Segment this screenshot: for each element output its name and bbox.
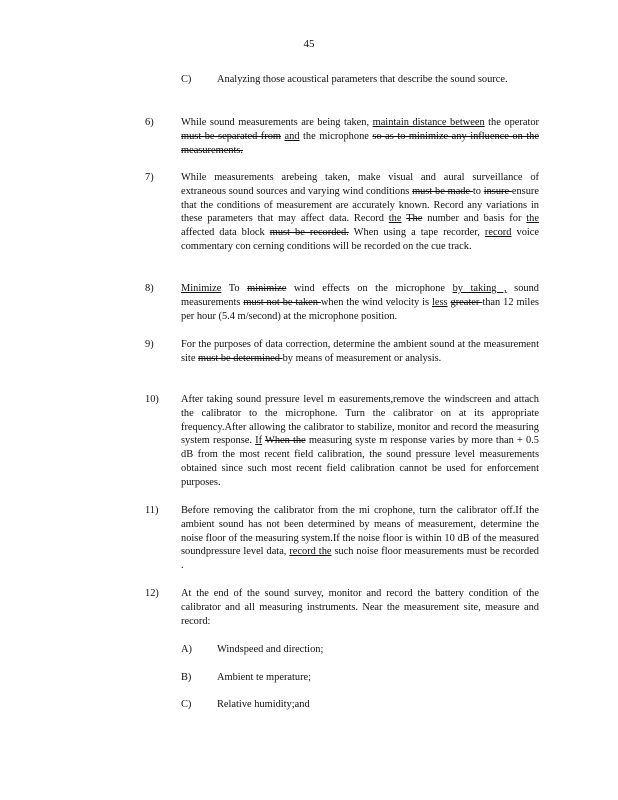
item-number: 10) (145, 394, 159, 405)
item-number: 7) (145, 172, 154, 183)
intro-item-text: Analyzing those acoustical parameters that describe the sound source. (217, 74, 508, 85)
inserted-text: record (484, 227, 512, 239)
text-run: ensure that the conditions of measurement are accurately known. Record any variations in these parameters that may affect data. Record (181, 185, 539, 225)
item-text (181, 116, 539, 157)
struck-text: must be separated from (181, 130, 281, 142)
text-run: While measurements arebeing taken, make visual and aural surveillance of extraneous sound sources and varying wind conditions (181, 172, 539, 197)
text-run: At the end of the sound survey, monitor and record the battery condition of the calibrator and all measuring instruments. Near the measurement site, measure and record: (181, 588, 539, 627)
text-run: affected data block (181, 227, 270, 239)
item-text (181, 587, 539, 628)
sub-item-label: C) (181, 699, 192, 710)
text-run: Before removing the calibrator from the mi crophone, turn the calibrator off.If the ambient sound has not been determined by means of measurement, determine the noise floor of the measuring system.If the noise floor is within 10 dB of the measured soundpressure level data, (181, 505, 539, 558)
sub-item-text: Relative humidity;and (217, 699, 310, 710)
item-text (181, 282, 539, 323)
sub-item-text: Windspeed and direction; (217, 644, 324, 655)
struck-text: When the (265, 435, 306, 447)
item-text (181, 171, 539, 254)
text-run: voice commentary con cerning conditions will be recorded on the cue track. (181, 227, 540, 252)
struck-text: insure (483, 185, 512, 197)
text-run: the operator (484, 117, 539, 128)
struck-text: must be made (412, 185, 473, 197)
struck-text: greater (450, 296, 483, 308)
inserted-text: Minimize (181, 283, 222, 294)
item-number: 6) (145, 117, 154, 128)
intro-item-label: C) (181, 74, 192, 85)
item-text (181, 504, 539, 573)
struck-text: must be recorded. (269, 227, 349, 239)
text-run: wind effects on the microphone (286, 283, 453, 294)
text-run: than 12 miles per hour (5.4 m/second) at the microphone position. (181, 296, 539, 322)
inserted-text: the (388, 213, 402, 225)
text-run: To (221, 283, 248, 294)
text-run: when the wind velocity is (320, 296, 432, 308)
struck-text: minimize (247, 283, 287, 294)
struck-text: must be determined (198, 352, 283, 364)
text-run: the microphone (299, 130, 373, 142)
item-text (181, 393, 539, 490)
text-run: When using a tape recorder, (348, 227, 485, 239)
item-number: 11) (145, 505, 159, 516)
item-number: 9) (145, 339, 154, 350)
sub-item-label: B) (181, 672, 192, 683)
sub-item-text: Ambient te mperature; (217, 672, 312, 683)
inserted-text: by taking , (452, 283, 507, 294)
text-run: to (472, 185, 484, 197)
inserted-text: record the (289, 546, 332, 558)
inserted-text: less (432, 296, 448, 308)
text-run: While sound measurements are being taken, (181, 117, 373, 128)
inserted-text: maintain distance between (372, 117, 485, 128)
text-run: number and basis for (422, 213, 527, 225)
inserted-text: and (284, 130, 300, 142)
inserted-text: If (255, 435, 263, 447)
struck-text: must not be taken (243, 296, 321, 308)
text-run: For the purposes of data correction, determine the ambient sound at the measurement site (181, 339, 539, 364)
page-number: 45 (303, 38, 315, 50)
item-number: 8) (145, 283, 154, 294)
text-run: After taking sound pressure level m easurements,remove the windscreen and attach the calibrator to the microphone. Turn the calibrator on at its appropriate frequency.After allowing the calibrator to stabilize, monitor and record the measuring system response. (181, 394, 539, 447)
struck-text: The (406, 213, 423, 225)
inserted-text: the (526, 213, 539, 225)
text-run: such noise floor measurements must be recorded . (181, 546, 540, 572)
text-run: sound measurements (181, 283, 539, 308)
struck-text: so as to minimize any influence on the measurements. (181, 130, 539, 156)
item-number: 12) (145, 588, 159, 599)
item-text (181, 338, 539, 366)
text-run: by means of measurement or analysis. (282, 352, 442, 364)
sub-item-label: A) (181, 644, 192, 655)
text-run: measuring syste m response varies by more than + 0.5 dB from the most recent field calibration, the sound pressure level measurements obtained since such most recent field calibration cannot be used for enforcement purposes. (181, 435, 539, 488)
